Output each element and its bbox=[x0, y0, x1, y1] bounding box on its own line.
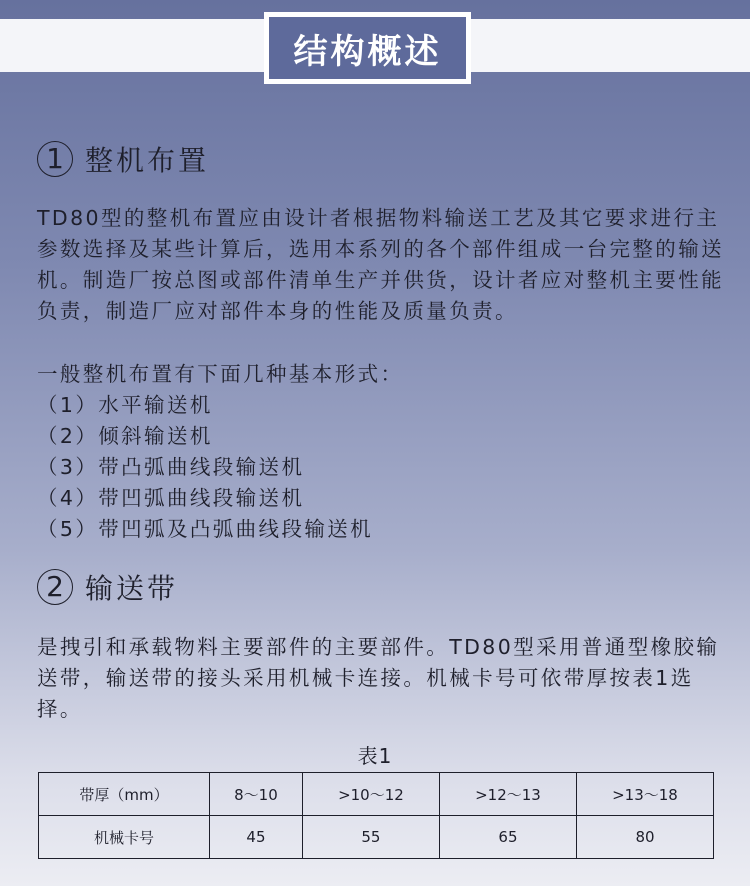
clip-number-table bbox=[38, 772, 714, 859]
table-caption: 表1 bbox=[357, 744, 393, 768]
table-cell: 80 bbox=[576, 816, 713, 859]
table-cell: >13～18 bbox=[576, 773, 713, 816]
forms-intro: 一般整机布置有下面几种基本形式： bbox=[37, 362, 404, 386]
table-cell: 65 bbox=[439, 816, 576, 859]
section-1-heading bbox=[37, 139, 209, 179]
page-title: 结构概述 bbox=[269, 17, 466, 79]
table-row bbox=[39, 773, 714, 816]
list-item: （1）水平输送机 bbox=[37, 393, 213, 417]
list-item: （2）倾斜输送机 bbox=[37, 424, 213, 448]
table-cell: 45 bbox=[210, 816, 303, 859]
section-2-title: 输送带 bbox=[85, 572, 179, 605]
table-header-cell: 机械卡号 bbox=[39, 816, 210, 859]
table-row bbox=[39, 816, 714, 859]
section-1-paragraph: TD80型的整机布置应由设计者根据物料输送工艺及其它要求进行主参数选择及某些计算后，选用本系列的各个部件组成一台完整的输送机。制造厂按总图或部件清单生产并供货，设计者应对整机主要性能负责，制造厂应对部件本身的性能及质量负责。 bbox=[37, 206, 724, 323]
table-header-cell: 带厚（mm） bbox=[39, 773, 210, 816]
section-2-heading bbox=[37, 567, 178, 607]
table-cell: 8～10 bbox=[210, 773, 303, 816]
section-2-paragraph: 是拽引和承载物料主要部件的主要部件。TD80型采用普通型橡胶输送带，输送带的接头采用机械卡连接。机械卡号可依带厚按表1选择。 bbox=[37, 635, 720, 721]
table-cell: 55 bbox=[302, 816, 439, 859]
list-item: （5）带凹弧及凸弧曲线段输送机 bbox=[37, 517, 374, 541]
list-item: （4）带凹弧曲线段输送机 bbox=[37, 486, 305, 510]
title-frame bbox=[264, 12, 471, 84]
table-cell: >10～12 bbox=[302, 773, 439, 816]
section-1-title: 整机布置 bbox=[85, 144, 210, 177]
layout-forms-list bbox=[37, 390, 373, 545]
list-item: （3）带凸弧曲线段输送机 bbox=[37, 455, 305, 479]
circled-number-2: 2 bbox=[37, 569, 73, 605]
circled-number-1: 1 bbox=[37, 141, 73, 177]
table-cell: >12～13 bbox=[439, 773, 576, 816]
